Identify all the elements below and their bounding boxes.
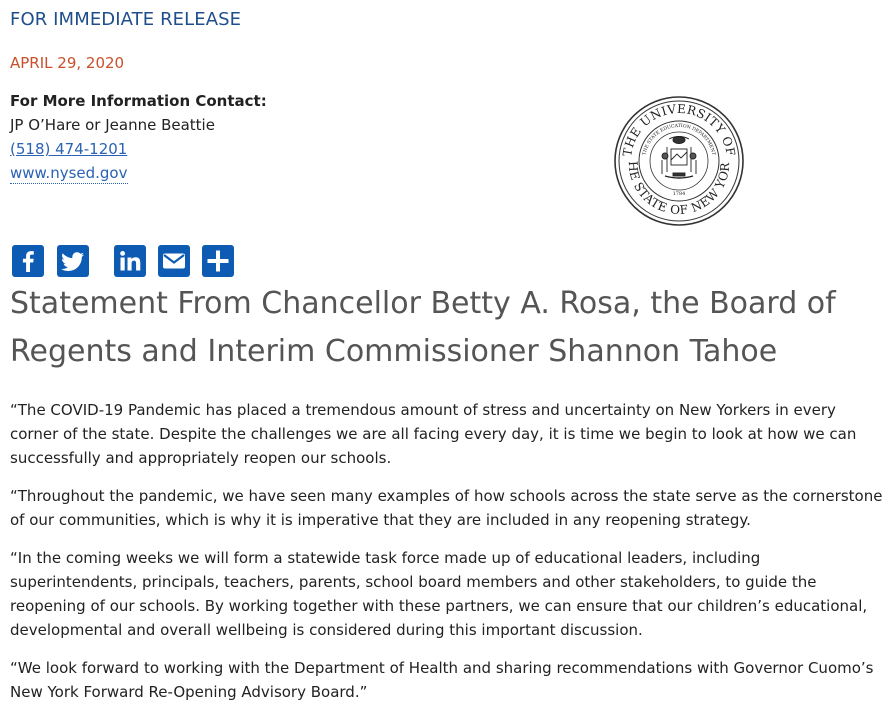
contact-heading: For More Information Contact: [10,92,267,110]
statement-paragraph: “We look forward to working with the Department of Health and sharing recommendations with Governor Cuomo’s New York Forward Re-Opening Advisory Board.” [10,659,874,701]
contact-names: JP O’Hare or Jeanne Beattie [10,116,215,134]
statement-body [10,398,888,718]
facebook-icon [12,245,44,277]
page-title: Statement From Chancellor Betty A. Rosa, the Board of Regents and Interim Commissioner Shannon Tahoe [10,286,836,369]
twitter-icon [57,245,89,277]
email-share-button[interactable] [158,245,190,277]
contact-block [10,89,267,185]
more-share-button[interactable] [202,245,234,277]
university-seal-icon [611,94,747,228]
twitter-share-button[interactable] [57,245,89,277]
linkedin-share-button[interactable] [114,245,146,277]
statement-paragraph: “The COVID-19 Pandemic has placed a tremendous amount of stress and uncertainty on New Yorkers in every corner of the state. Despite the challenges we are all facing every day, it is time we begin to look at how we can successfully and appropriately reopen our schools. [10,401,857,467]
seal-year: 1784 [672,191,686,197]
statement-paragraph: “Throughout the pandemic, we have seen many examples of how schools across the state serve as the cornerstone of our communities, which is why it is imperative that they are included in any reopening strategy. [10,487,883,529]
website-link[interactable]: www.nysed.gov [10,164,128,182]
facebook-share-button[interactable] [12,245,44,277]
statement-paragraph: “In the coming weeks we will form a statewide task force made up of educational leaders, including superintendents, principals, teachers, parents, school board members and other stakeholders, to guide the reopening of our schools. By working together with these partners, we can ensure that our children’s educational, developmental and overall wellbeing is considered during this important discussion. [10,549,868,639]
email-icon [158,245,190,277]
contact-phone-link[interactable]: (518) 474-1201 [10,140,128,158]
plus-icon [202,245,234,277]
release-date: APRIL 29, 2020 [10,54,125,72]
release-label: FOR IMMEDIATE RELEASE [10,9,242,30]
seal-inner-text: THE STATE EDUCATION DEPARTMENT [642,123,716,156]
seal-top-text: THE UNIVERSITY OF [620,101,738,158]
linkedin-icon [114,245,146,277]
seal-bottom-text: HE STATE OF NEW YOR [625,160,733,218]
